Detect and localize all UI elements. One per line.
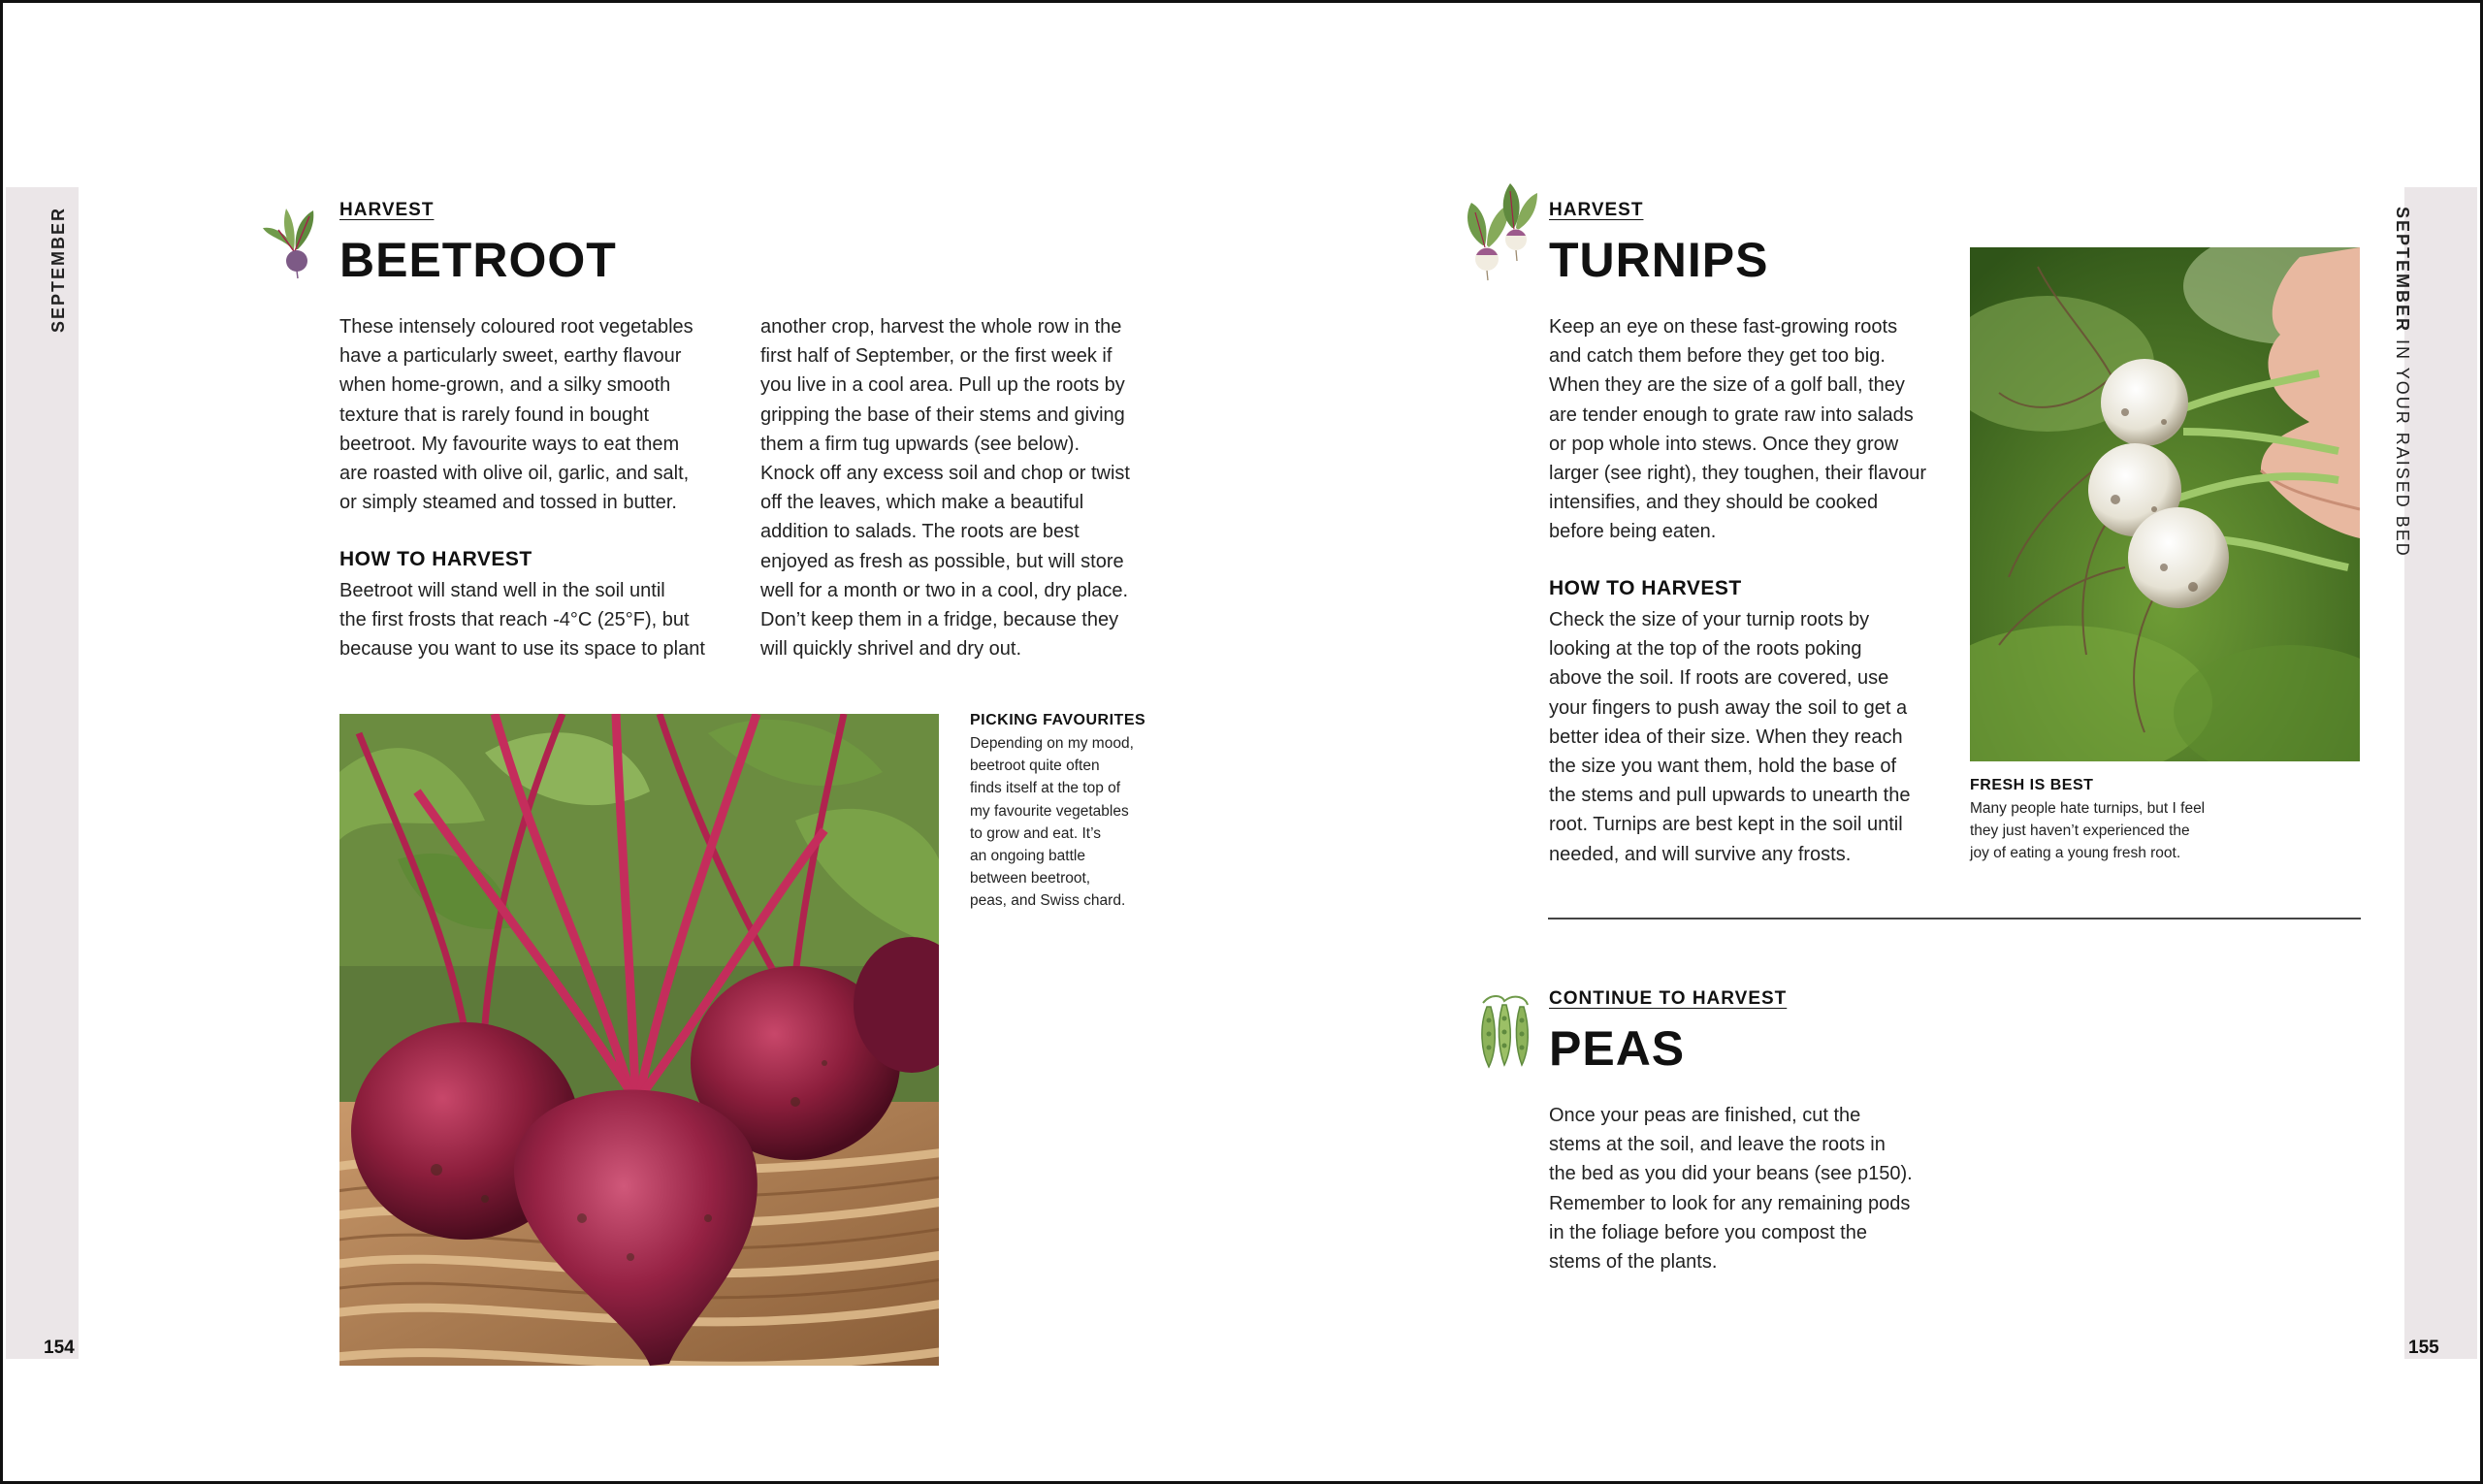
turnips-kicker: HARVEST bbox=[1549, 200, 1644, 220]
beetroot-photo bbox=[339, 714, 939, 1366]
turnips-caption: Many people hate turnips, but I feel they just haven’t experienced the joy of eating a young fresh root. bbox=[1970, 800, 2206, 862]
right-side-tab-label: SEPTEMBER IN YOUR RAISED BED bbox=[2393, 207, 2412, 558]
beetroot-kicker: HARVEST bbox=[339, 200, 435, 220]
beetroot-how-to-heading: HOW TO HARVEST bbox=[339, 548, 532, 570]
turnip-icon bbox=[1458, 177, 1539, 288]
beetroot-intro: These intensely coloured root vegetables have a particularly sweet, earthy flavour when home-grown, and a silky smooth texture that is rarely found in bought beetroot. My favourite ways to eat them are roasted with olive oil, garlic, and salt, or simply steamed and tossed in butter. bbox=[339, 316, 693, 514]
turnips-intro: Keep an eye on these fast-growing roots and catch them before they get too big. When they are the size of a golf ball, they are tender enough to grate raw into salads or pop whole into stews. Once they grow larger (see right), they toughen, their flavour intensifies, and they should be cooked before being eaten. bbox=[1549, 316, 1927, 543]
turnips-caption-title: FRESH IS BEST bbox=[1970, 777, 2094, 793]
beetroot-caption: Depending on my mood, beetroot quite often finds itself at the top of my favourite vegetables to grow and eat. It’s an ongoing battle between beetroot, peas, and Swiss chard. bbox=[970, 735, 1134, 910]
left-side-tab-label: SEPTEMBER bbox=[48, 206, 68, 333]
turnips-how-to-heading: HOW TO HARVEST bbox=[1549, 577, 1742, 599]
right-side-tab bbox=[2404, 187, 2477, 1359]
pea-pod-icon bbox=[1475, 987, 1533, 1071]
beetroot-how-to-text: Beetroot will stand well in the soil until the first frosts that reach -4°C (25°F), but because you want to use its space to plant bbox=[339, 580, 705, 661]
left-side-tab bbox=[6, 187, 79, 1359]
beetroot-column-2: another crop, harvest the whole row in the first half of September, or the first week if you live in a cool area. Pull up the roots by gripping the base of their stems and giving them a firm tug upwards (see below). Knock off any excess soil and chop or twist off the leaves, which make a beautiful addition to salads. The roots are best enjoyed as fresh as possible, but will store well for a month or two in a cool, dry place. Don’t keep them in a fridge, because they will quickly shrivel and dry out. bbox=[760, 316, 1130, 661]
page-number-left: 154 bbox=[44, 1338, 75, 1358]
beetroot-title: BEETROOT bbox=[339, 233, 617, 287]
peas-text: Once your peas are finished, cut the stems at the soil, and leave the roots in the bed as you did your beans (see p150). Remember to look for any remaining pods in the foliage before you compost the stems of the plants. bbox=[1549, 1105, 1913, 1274]
section-divider bbox=[1548, 918, 2361, 919]
turnips-how-to-text: Check the size of your turnip roots by looking at the top of the roots poking above the soil. If roots are covered, use your fingers to push away the soil to get a better idea of their size. When they reach the size you want them, hold the base of the stems and pull upwards to unearth the root. Turnips are best kept in the soil until needed, and will survive any frosts. bbox=[1549, 609, 1911, 865]
peas-kicker: CONTINUE TO HARVEST bbox=[1549, 988, 1788, 1009]
page-number-right: 155 bbox=[2408, 1338, 2439, 1358]
beetroot-icon bbox=[257, 201, 325, 280]
turnips-title: TURNIPS bbox=[1549, 233, 1769, 287]
turnip-photo bbox=[1970, 247, 2360, 761]
beetroot-caption-title: PICKING FAVOURITES bbox=[970, 712, 1146, 728]
peas-title: PEAS bbox=[1549, 1021, 1686, 1076]
